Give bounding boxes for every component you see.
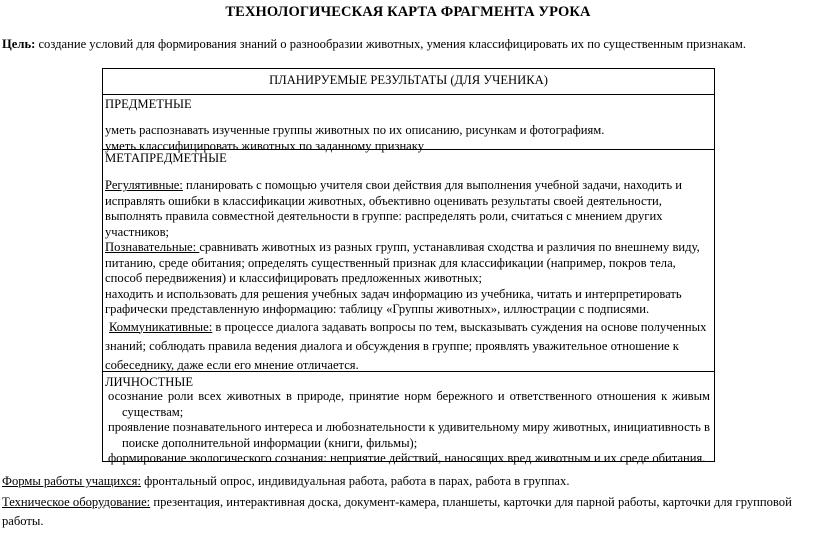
cognitive-line: питанию, среде обитания; определять существенный признак для классификации (например, покров тела, (105, 255, 676, 270)
regulative-line: выполнять правила совместной деятельности в группе: распределять роли, считаться с мнением других (105, 209, 663, 223)
cognitive-line: находить и использовать для решения учебных задач информацию из учебника, читать и интерпретировать (105, 286, 682, 301)
meta-title: МЕТАПРЕДМЕТНЫЕ (105, 151, 227, 165)
lesson-goal (2, 37, 814, 52)
personal-list (103, 389, 714, 467)
communicative-label: Коммуникативные: (109, 319, 213, 334)
regulative-line: исправлять ошибки в классификации животных, объективно оценивать результаты своей деятельности, (105, 193, 662, 208)
work-forms (2, 474, 814, 489)
list-item: формирование экологического сознания: неприятие действий, наносящих вред животным и их среде обитания. (108, 451, 706, 465)
forms-label: Формы работы учащихся: (2, 474, 141, 488)
cognitive-line: Познавательные: сравнивать животных из разных групп, устанавливая сходства и различия по внешнему виду, (105, 240, 700, 254)
equipment-text: презентация, интерактивная доска, документ-камера, планшеты, карточки для парной работы, карточки для групповой работы. (2, 495, 792, 528)
meta-results-cell (103, 150, 714, 372)
personal-results-cell (103, 372, 714, 465)
list-item: осознание роли всех животных в природе, принятие норм бережного и ответственного отношения к живым существам; (108, 389, 710, 419)
regulative-label: Регулятивные: (105, 178, 183, 192)
personal-title: ЛИЧНОСТНЫЕ (105, 375, 194, 389)
communicative-line: знаний; соблюдать правила ведения диалога и обсуждения в группе; проявлять уважительное отношение к (105, 338, 679, 353)
list-item: проявление познавательного интереса и любознательности к удивительному миру животных, инициативность в поиске дополнительной информации (книги, фильмы); (108, 420, 710, 450)
forms-text: фронтальный опрос, индивидуальная работа, работа в парах, работа в группах. (140, 474, 570, 488)
results-table (102, 68, 715, 465)
cognitive-line: графически представленную информацию: таблицу «Группы животных», иллюстрации с подписями. (105, 302, 650, 316)
cognitive-label: Познавательные: (105, 240, 200, 254)
technical-equipment (2, 493, 808, 531)
subject-results-cell (103, 95, 714, 153)
subject-line: уметь распознавать изученные группы животных по их описанию, рисункам и фотографиям. (105, 123, 605, 137)
document-title: ТЕХНОЛОГИЧЕСКАЯ КАРТА ФРАГМЕНТА УРОКА (225, 4, 591, 20)
cognitive-line: способ передвижения) и классифицировать предложенных животных; (105, 271, 483, 285)
equipment-label: Техническое оборудование: (2, 495, 151, 509)
goal-text: создание условий для формирования знаний о разнообразии животных, умения классифицировать их по существенным признакам. (35, 37, 747, 51)
subject-title: ПРЕДМЕТНЫЕ (105, 97, 192, 111)
regulative-line: участников; (105, 224, 170, 239)
communicative-line: собеседнику, даже если его мнение отличается. (105, 357, 359, 372)
regulative-line: Регулятивные: планировать с помощью учителя свои действия для выполнения учебной задачи, находить и (105, 178, 683, 192)
subject-line: уметь классифицировать животных по заданному признаку (105, 138, 425, 153)
goal-label: Цель: (2, 37, 36, 51)
communicative-line: Коммуникативные: в процессе диалога задавать вопросы по тем, высказывать суждения на основе полученных (109, 319, 707, 334)
table-header: ПЛАНИРУЕМЫЕ РЕЗУЛЬТАТЫ (ДЛЯ УЧЕНИКА) (103, 69, 714, 95)
